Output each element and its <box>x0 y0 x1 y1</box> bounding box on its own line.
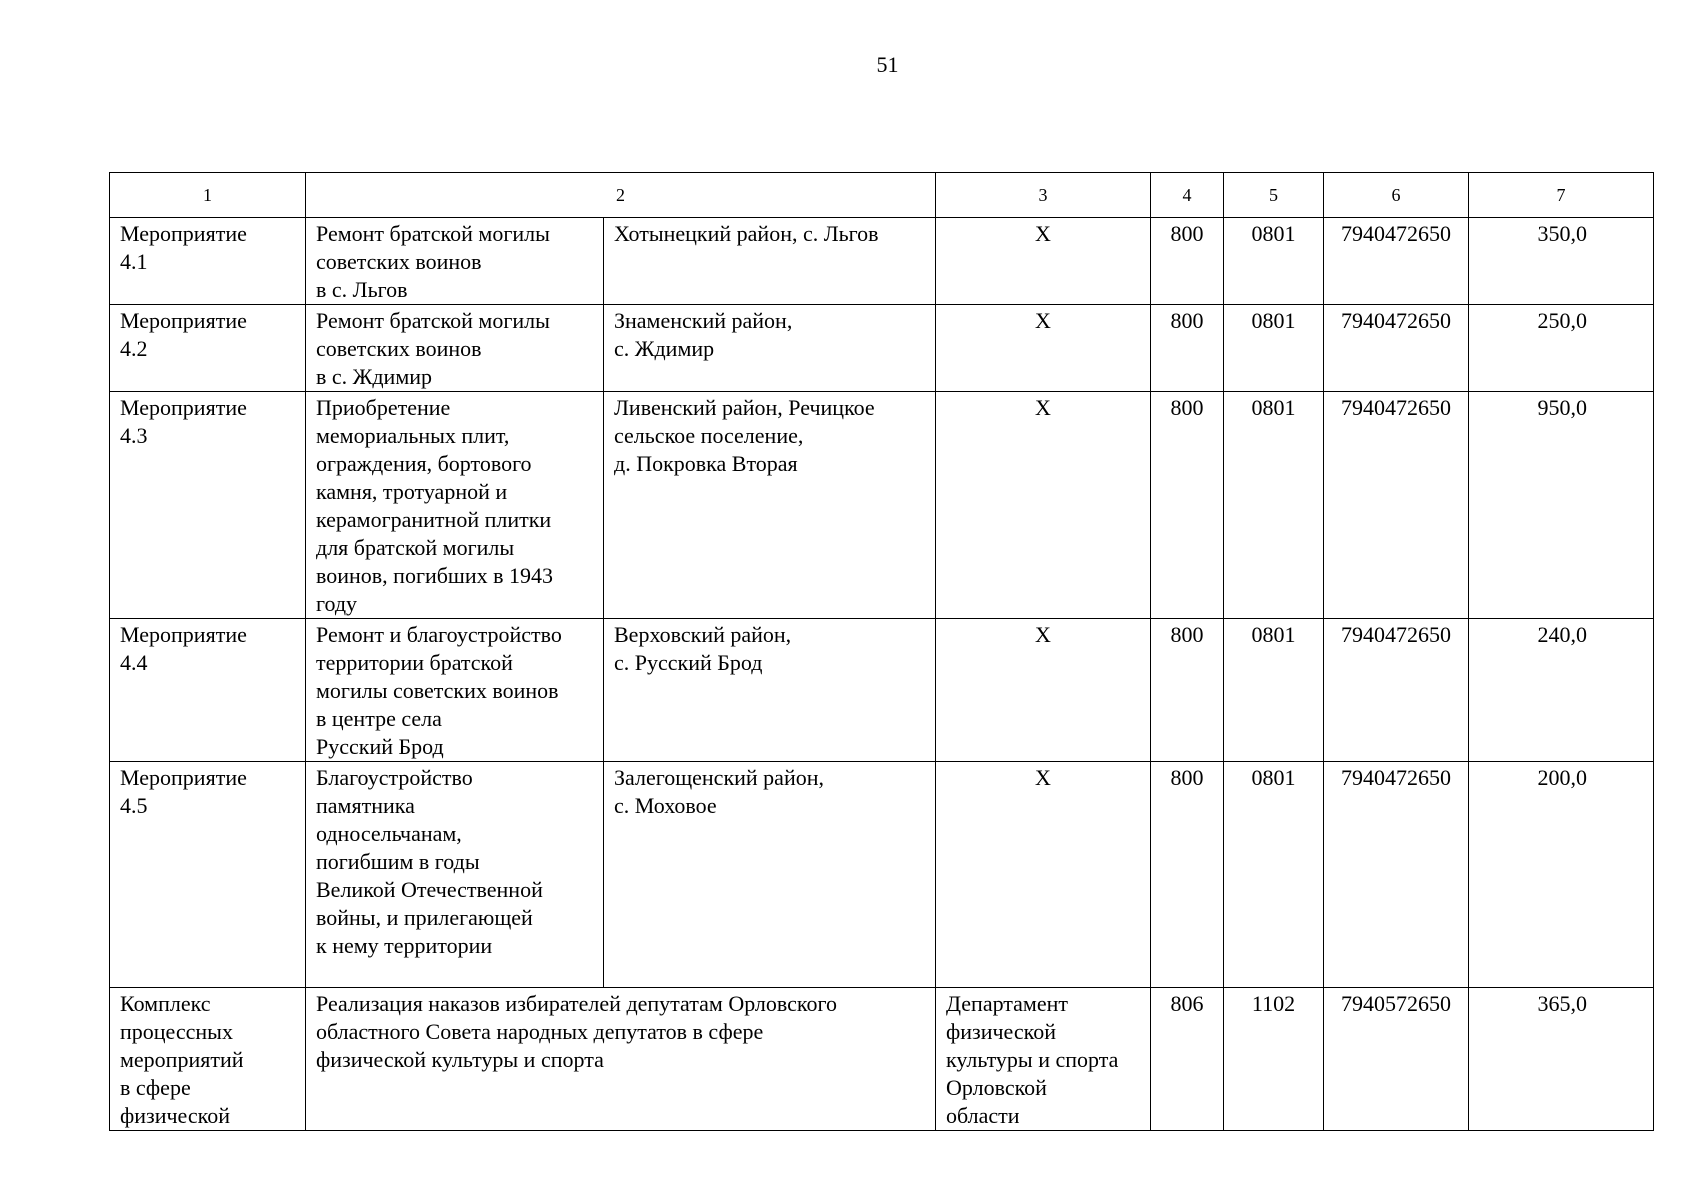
header-row <box>110 173 1654 218</box>
row-col6: 7940472650 <box>1324 305 1469 392</box>
row-name: Приобретение мемориальных плит, ограждения, бортового камня, тротуарной и керамогранитной плитки для братской могилы воинов, погибших в 1943 году <box>306 392 604 619</box>
row-col3: Х <box>936 305 1151 392</box>
row-col7: 365,0 <box>1469 988 1654 1131</box>
row-col5: 0801 <box>1224 392 1324 619</box>
header-col-4: 4 <box>1151 173 1224 218</box>
row-col4: 800 <box>1151 762 1224 988</box>
header-col-7: 7 <box>1469 173 1654 218</box>
header-col-1: 1 <box>110 173 306 218</box>
row-col3: Х <box>936 218 1151 305</box>
row-col3: Х <box>936 762 1151 988</box>
page-number: 51 <box>876 52 899 77</box>
table-row <box>110 762 1654 988</box>
row-label: Мероприятие 4.3 <box>110 392 306 619</box>
header-col-6: 6 <box>1324 173 1469 218</box>
row-col7: 200,0 <box>1469 762 1654 988</box>
table-row <box>110 392 1654 619</box>
row-col3: Х <box>936 392 1151 619</box>
row-label: Комплекс процессных мероприятий в сфере физической <box>110 988 306 1131</box>
row-label: Мероприятие 4.4 <box>110 619 306 762</box>
row-location: Залегощенский район, с. Моховое <box>604 762 936 988</box>
row-col4: 800 <box>1151 392 1224 619</box>
row-col7: 250,0 <box>1469 305 1654 392</box>
header-col-3: 3 <box>936 173 1151 218</box>
row-label: Мероприятие 4.2 <box>110 305 306 392</box>
header-col-2: 2 <box>306 173 936 218</box>
row-col5: 1102 <box>1224 988 1324 1131</box>
row-col4: 800 <box>1151 305 1224 392</box>
row-name: Ремонт братской могилы советских воинов в с. Льгов <box>306 218 604 305</box>
row-col7: 950,0 <box>1469 392 1654 619</box>
row-col5: 0801 <box>1224 619 1324 762</box>
table-row <box>110 305 1654 392</box>
budget-table <box>109 172 1654 1131</box>
row-name: Реализация наказов избирателей депутатам Орловского областного Совета народных депутатов в сфере физической культуры и спорта <box>306 988 936 1131</box>
row-col4: 806 <box>1151 988 1224 1131</box>
row-label: Мероприятие 4.5 <box>110 762 306 988</box>
row-name: Ремонт и благоустройство территории братской могилы советских воинов в центре села Русский Брод <box>306 619 604 762</box>
row-label: Мероприятие 4.1 <box>110 218 306 305</box>
row-name: Ремонт братской могилы советских воинов в с. Ждимир <box>306 305 604 392</box>
row-col6: 7940472650 <box>1324 218 1469 305</box>
table-row <box>110 988 1654 1131</box>
table-row <box>110 619 1654 762</box>
row-col5: 0801 <box>1224 305 1324 392</box>
row-col6: 7940472650 <box>1324 392 1469 619</box>
row-location: Хотынецкий район, с. Льгов <box>604 218 936 305</box>
row-col4: 800 <box>1151 619 1224 762</box>
table-row <box>110 218 1654 305</box>
header-col-5: 5 <box>1224 173 1324 218</box>
row-location: Верховский район, с. Русский Брод <box>604 619 936 762</box>
row-col5: 0801 <box>1224 218 1324 305</box>
row-location: Ливенский район, Речицкое сельское поселение, д. Покровка Вторая <box>604 392 936 619</box>
row-name: Благоустройство памятника односельчанам, погибшим в годы Великой Отечественной войны, и прилегающей к нему территории <box>306 762 604 988</box>
row-col6: 7940472650 <box>1324 762 1469 988</box>
row-location: Знаменский район, с. Ждимир <box>604 305 936 392</box>
row-col7: 350,0 <box>1469 218 1654 305</box>
row-col5: 0801 <box>1224 762 1324 988</box>
row-col4: 800 <box>1151 218 1224 305</box>
row-col3: Департамент физической культуры и спорта Орловской области <box>936 988 1151 1131</box>
row-col7: 240,0 <box>1469 619 1654 762</box>
row-col6: 7940472650 <box>1324 619 1469 762</box>
row-col6: 7940572650 <box>1324 988 1469 1131</box>
row-col3: Х <box>936 619 1151 762</box>
